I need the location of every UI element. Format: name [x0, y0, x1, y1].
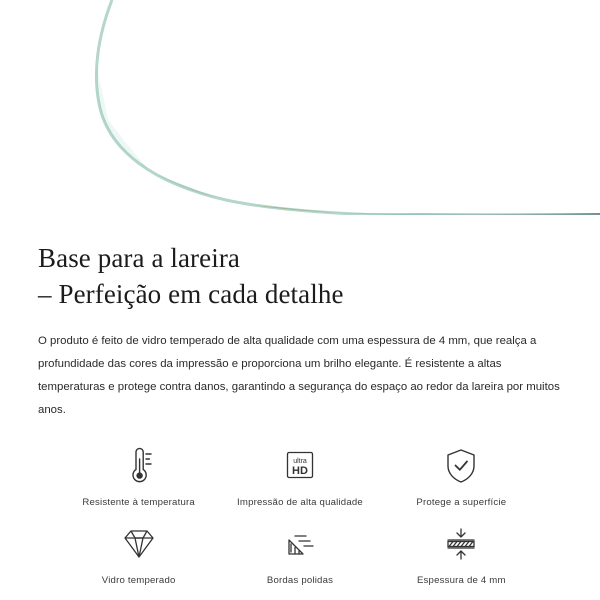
feature-item-thickness [381, 522, 542, 586]
content-area [0, 241, 600, 586]
shield-check-icon [441, 444, 481, 488]
description-paragraph: O produto é feito de vidro temperado de alta qualidade com uma espessura de 4 mm, que realça a profundidade das cores da impressão e proporciona um brilho elegante. É resistente a altas temperaturas e protege contra danos, garantindo a segurança do espaço ao redor da lareira por muitos anos. [38, 335, 560, 416]
polished-edges-icon [279, 522, 321, 566]
page-title [38, 241, 562, 312]
feature-item-temperature [58, 444, 219, 508]
thickness-arrows-icon [439, 522, 483, 566]
feature-label: Resistente à temperatura [82, 496, 195, 508]
feature-label: Protege a superfície [416, 496, 507, 508]
page-title-line-1: Base para a lareira [38, 243, 241, 273]
svg-text:HD: HD [292, 464, 308, 477]
feature-label: Espessura de 4 mm [416, 574, 506, 586]
page-title-line-2: – Perfeição em cada detalhe [38, 278, 344, 309]
feature-item-tempered-glass [58, 522, 219, 586]
feature-item-surface-protection [381, 444, 542, 508]
svg-text:ultra: ultra [293, 457, 307, 465]
feature-label: Vidro temperado [101, 574, 176, 586]
thermometer-icon [119, 444, 159, 488]
feature-item-polished-edges [219, 522, 380, 586]
ultra-hd-icon [279, 444, 321, 488]
feature-item-print-quality [219, 444, 380, 508]
feature-grid [38, 444, 562, 586]
feature-label: Bordas polidas [266, 574, 334, 586]
hero-image [0, 0, 600, 215]
diamond-icon [117, 522, 161, 566]
feature-label: Impressão de alta qualidade [237, 496, 363, 508]
